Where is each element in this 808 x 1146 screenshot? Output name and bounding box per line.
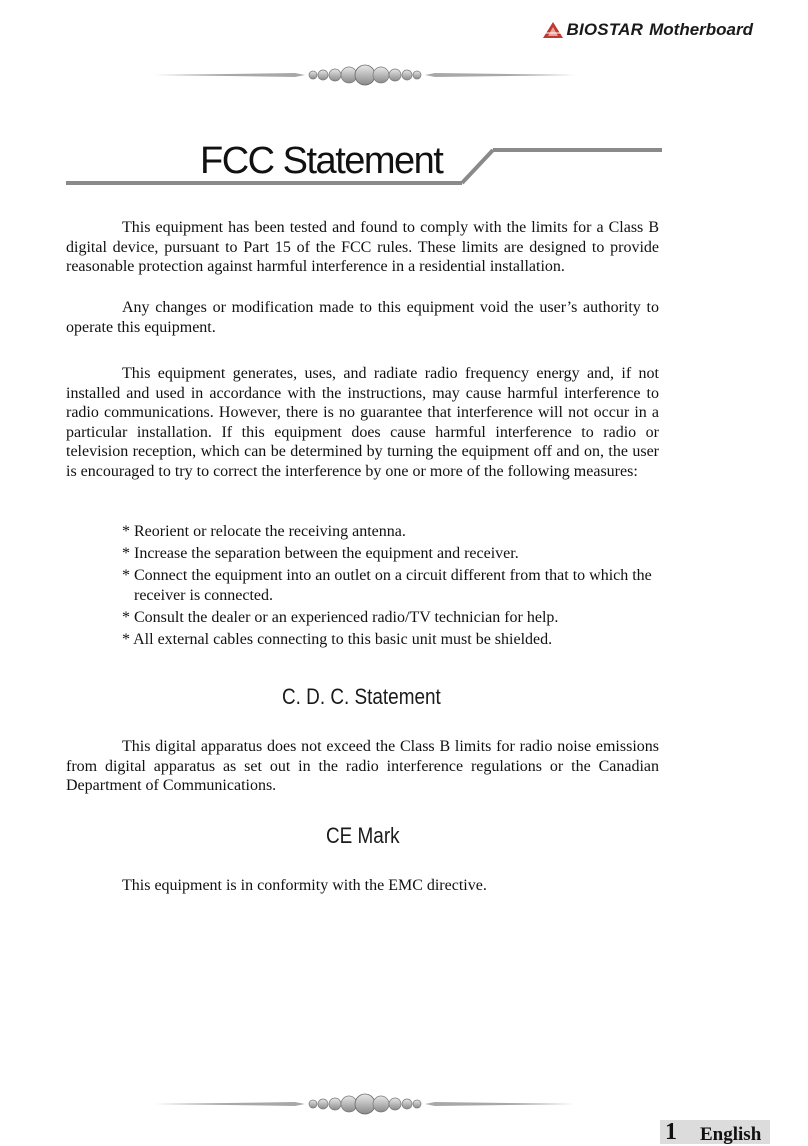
cdc-paragraph: This digital apparatus does not exceed the Class B limits for radio noise emissions from digital apparatus as set out in the radio interference regulations or the Canadian Department of Communications. — [66, 738, 659, 794]
page-language: English — [700, 1124, 762, 1145]
fcc-paragraph-2: Any changes or modification made to this equipment void the user’s authority to operate this equipment. — [66, 299, 659, 336]
fcc-paragraph-3: This equipment generates, uses, and radiate radio frequency energy and, if not installed and used in accordance with the instructions, may cause harmful interference to radio communications. However, there is no guarantee that interference will not occur in a particular installation. If this equipment does cause harmful interference to radio or television reception, which can be determined by turning the equipment off and on, the user is encouraged to try to correct the interference by one or more of the following measures: — [66, 365, 659, 480]
list-item: * Connect the equipment into an outlet on a circuit different from that to which the receiver is connected. — [122, 567, 652, 604]
ornament-divider-top — [155, 64, 575, 86]
list-item: * Consult the dealer or an experienced radio/TV technician for help. — [122, 608, 559, 626]
biostar-logo-icon — [542, 21, 564, 39]
fcc-paragraph-1: This equipment has been tested and found to comply with the limits for a Class B digital device, pursuant to Part 15 of the FCC rules. These limits are designed to provide reasonable protection against harmful interference in a residential installation. — [66, 219, 659, 275]
brand-header — [542, 20, 753, 40]
list-item: * All external cables connecting to this basic unit must be shielded. — [122, 630, 553, 648]
cdc-heading: C. D. C. Statement — [282, 684, 441, 709]
page-title: FCC Statement — [200, 140, 443, 182]
measures-list — [122, 522, 662, 652]
ce-heading: CE Mark — [326, 823, 400, 848]
page-number: 1 — [665, 1119, 677, 1145]
ce-paragraph: This equipment is in conformity with the EMC directive. — [122, 877, 487, 894]
brand-name: BIOSTAR — [566, 20, 644, 39]
list-item: * Reorient or relocate the receiving antenna. — [122, 523, 406, 540]
list-item: * Increase the separation between the equipment and receiver. — [122, 545, 519, 562]
ornament-divider-bottom — [155, 1093, 575, 1115]
brand-suffix: Motherboard — [649, 20, 753, 39]
